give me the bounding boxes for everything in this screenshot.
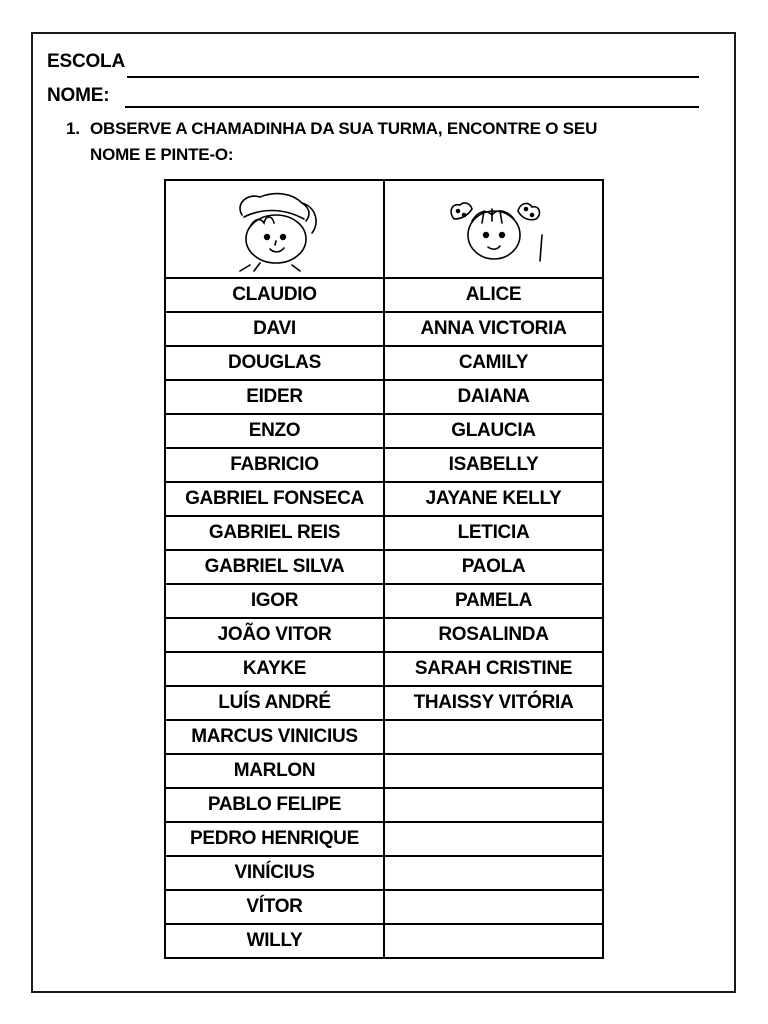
instruction-text-2: NOME E PINTE-O:: [90, 145, 234, 164]
table-row: [165, 618, 603, 652]
boy-picture-cell: [165, 180, 384, 278]
girl-name-cell[interactable]: [384, 720, 603, 754]
name-label: NOME:: [47, 85, 110, 106]
boy-name-cell[interactable]: MARLON: [165, 754, 384, 788]
girl-name-cell[interactable]: CAMILY: [384, 346, 603, 380]
table-row: [165, 278, 603, 312]
table-row: [165, 516, 603, 550]
girl-name-cell[interactable]: ROSALINDA: [384, 618, 603, 652]
table-row: [165, 924, 603, 958]
boy-face-icon: [220, 185, 330, 273]
girl-name-cell[interactable]: PAMELA: [384, 584, 603, 618]
table-row: [165, 788, 603, 822]
table-row: [165, 380, 603, 414]
boy-name-cell[interactable]: GABRIEL REIS: [165, 516, 384, 550]
boy-name-cell[interactable]: KAYKE: [165, 652, 384, 686]
boy-name-cell[interactable]: GABRIEL FONSECA: [165, 482, 384, 516]
girl-name-cell[interactable]: GLAUCIA: [384, 414, 603, 448]
girl-name-cell[interactable]: SARAH CRISTINE: [384, 652, 603, 686]
instruction-number: 1.: [66, 119, 80, 138]
school-blank[interactable]: [127, 76, 699, 78]
name-blank[interactable]: [125, 106, 699, 108]
girl-name-cell[interactable]: ALICE: [384, 278, 603, 312]
table-row: [165, 312, 603, 346]
table-row: [165, 822, 603, 856]
boy-name-cell[interactable]: DOUGLAS: [165, 346, 384, 380]
boy-name-cell[interactable]: LUÍS ANDRÉ: [165, 686, 384, 720]
boy-name-cell[interactable]: ENZO: [165, 414, 384, 448]
table-row: [165, 346, 603, 380]
girl-name-cell[interactable]: [384, 822, 603, 856]
boy-name-cell[interactable]: EIDER: [165, 380, 384, 414]
girl-name-cell[interactable]: THAISSY VITÓRIA: [384, 686, 603, 720]
table-row: [165, 856, 603, 890]
girl-face-icon: [434, 185, 554, 273]
table-row: [165, 754, 603, 788]
boy-name-cell[interactable]: PEDRO HENRIQUE: [165, 822, 384, 856]
girl-name-cell[interactable]: JAYANE KELLY: [384, 482, 603, 516]
table-row: [165, 584, 603, 618]
boy-name-cell[interactable]: GABRIEL SILVA: [165, 550, 384, 584]
school-label: ESCOLA: [47, 51, 125, 72]
boy-name-cell[interactable]: VINÍCIUS: [165, 856, 384, 890]
instruction-text-1: OBSERVE A CHAMADINHA DA SUA TURMA, ENCONTRE O SEU: [90, 119, 598, 138]
boy-name-cell[interactable]: JOÃO VITOR: [165, 618, 384, 652]
boy-name-cell[interactable]: PABLO FELIPE: [165, 788, 384, 822]
table-row: [165, 448, 603, 482]
girl-name-cell[interactable]: [384, 856, 603, 890]
table-row: [165, 890, 603, 924]
table-row: [165, 414, 603, 448]
girl-name-cell[interactable]: LETICIA: [384, 516, 603, 550]
picture-row: [165, 180, 603, 278]
boy-name-cell[interactable]: DAVI: [165, 312, 384, 346]
girl-name-cell[interactable]: [384, 890, 603, 924]
boy-name-cell[interactable]: WILLY: [165, 924, 384, 958]
boy-name-cell[interactable]: FABRICIO: [165, 448, 384, 482]
roll-call-body: [165, 278, 603, 958]
table-row: [165, 686, 603, 720]
boy-name-cell[interactable]: VÍTOR: [165, 890, 384, 924]
instruction: [66, 116, 706, 168]
girl-name-cell[interactable]: ISABELLY: [384, 448, 603, 482]
girl-name-cell[interactable]: [384, 788, 603, 822]
table-row: [165, 550, 603, 584]
table-row: [165, 652, 603, 686]
girl-name-cell[interactable]: [384, 924, 603, 958]
boy-name-cell[interactable]: MARCUS VINICIUS: [165, 720, 384, 754]
table-row: [165, 720, 603, 754]
table-row: [165, 482, 603, 516]
girl-name-cell[interactable]: DAIANA: [384, 380, 603, 414]
roll-call-table: [164, 179, 604, 959]
boy-name-cell[interactable]: CLAUDIO: [165, 278, 384, 312]
girl-name-cell[interactable]: ANNA VICTORIA: [384, 312, 603, 346]
girl-name-cell[interactable]: PAOLA: [384, 550, 603, 584]
girl-picture-cell: [384, 180, 603, 278]
boy-name-cell[interactable]: IGOR: [165, 584, 384, 618]
girl-name-cell[interactable]: [384, 754, 603, 788]
